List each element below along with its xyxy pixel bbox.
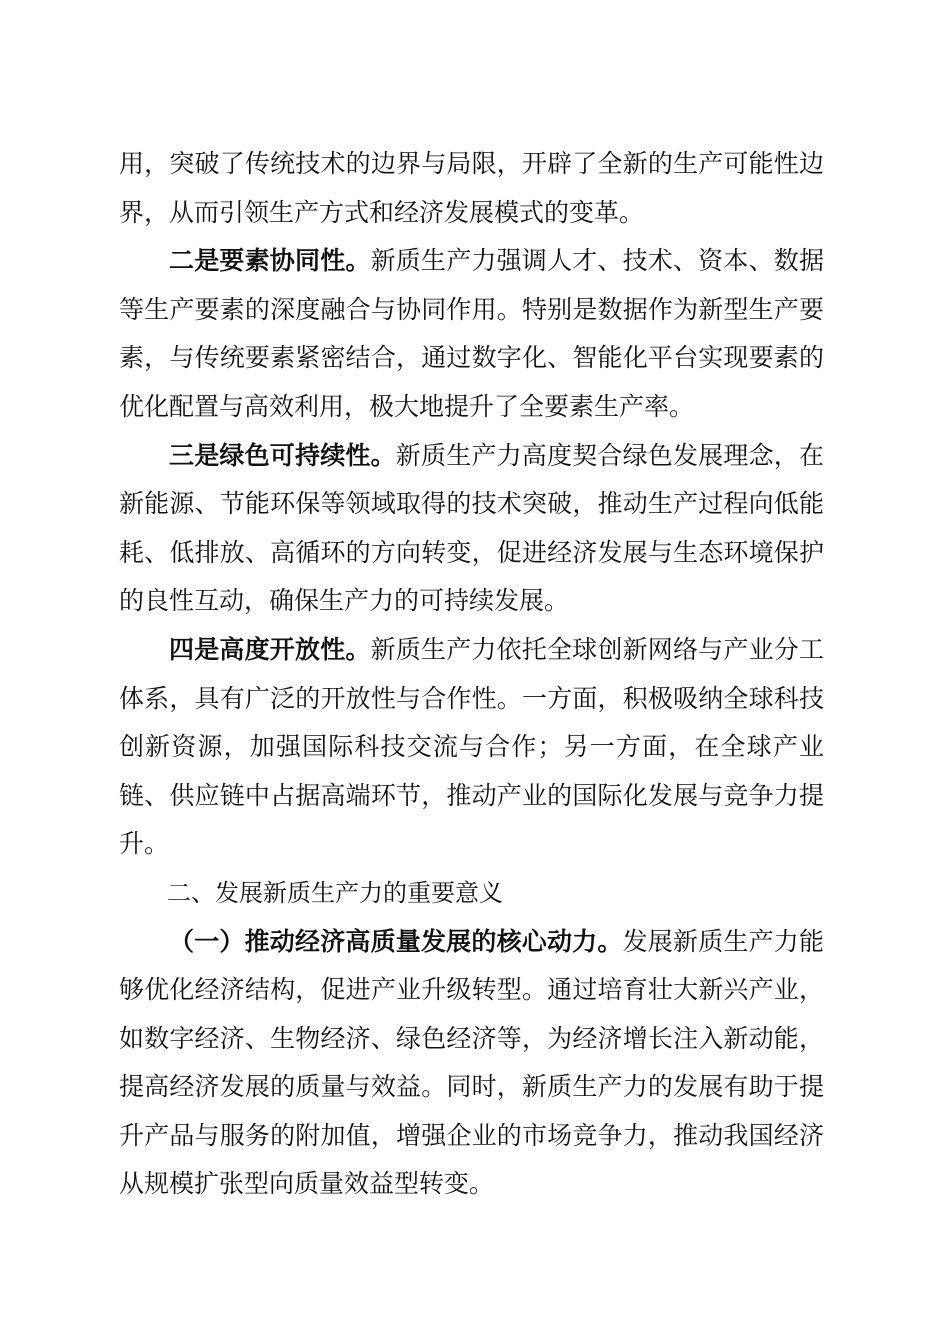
paragraph-factor-synergy bbox=[119, 237, 824, 431]
paragraph-text: 新质生产力强调人才、技术、资本、数据等生产要素的深度融合与协同作用。特别是数据作为新型生产要素，与传统要素紧密结合，通过数字化、智能化平台实现要素的优化配置与高效利用，极大地提升了全要素生产率。 bbox=[119, 246, 824, 421]
paragraph-lead: 三是绿色可持续性。 bbox=[169, 440, 396, 470]
paragraph-high-openness bbox=[119, 626, 824, 869]
paragraph-text: 用，突破了传统技术的边界与局限，开辟了全新的生产可能性边界，从而引领生产方式和经济发展模式的变革。 bbox=[119, 149, 824, 227]
paragraph-core-driver bbox=[119, 918, 824, 1210]
paragraph-lead: 二是要素协同性。 bbox=[169, 246, 371, 276]
paragraph-text: 新质生产力高度契合绿色发展理念，在新能源、节能环保等领域取得的技术突破，推动生产过程向低能耗、低排放、高循环的方向转变，促进经济发展与生态环境保护的良性互动，确保生产力的可持续发展。 bbox=[119, 440, 824, 616]
paragraph-lead: 四是高度开放性。 bbox=[169, 634, 371, 664]
document-body bbox=[119, 140, 824, 1209]
paragraph-continuation bbox=[119, 140, 824, 237]
section-heading: 二、发展新质生产力的重要意义 bbox=[167, 878, 503, 907]
paragraph-lead: （一）推动经济高质量发展的核心动力。 bbox=[169, 926, 623, 956]
paragraph-green-sustainability bbox=[119, 432, 824, 626]
paragraph-text: 发展新质生产力能够优化经济结构，促进产业升级转型。通过培育壮大新兴产业，如数字经济、生物经济、绿色经济等，为经济增长注入新动能，提高经济发展的质量与效益。同时，新质生产力的发展有助于提升产品与服务的附加值，增强企业的市场竞争力，推动我国经济从规模扩张型向质量效益型转变。 bbox=[119, 926, 824, 1199]
paragraph-text: 新质生产力依托全球创新网络与产业分工体系，具有广泛的开放性与合作性。一方面，积极吸纳全球科技创新资源，加强国际科技交流与合作；另一方面，在全球产业链、供应链中占据高端环节，推动产业的国际化发展与竞争力提升。 bbox=[119, 634, 824, 859]
